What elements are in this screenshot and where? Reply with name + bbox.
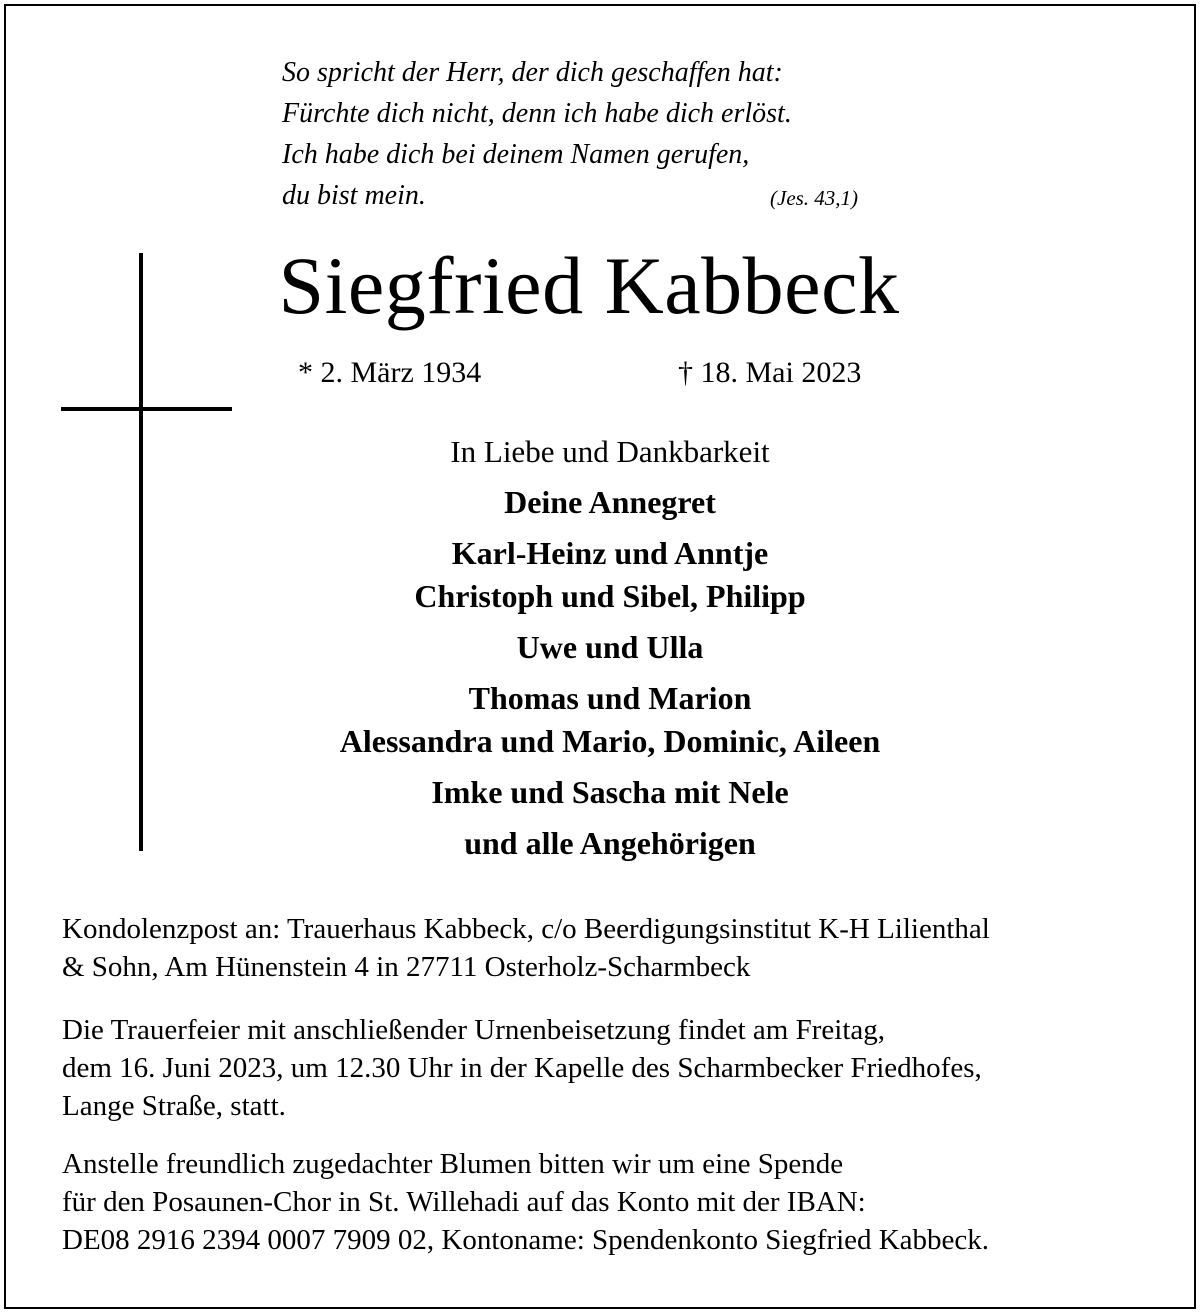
mourners-list (310, 432, 910, 865)
death-date: † 18. Mai 2023 (678, 356, 862, 389)
ceremony-details (62, 1011, 1142, 1125)
donation-line: Anstelle freundlich zugedachter Blumen bitten wir um eine Spende (62, 1148, 844, 1180)
mourner-line: Karl-Heinz und Anntje (451, 535, 769, 571)
mourner-group (310, 481, 910, 524)
mourner-line: Deine Annegret (504, 484, 716, 520)
verse-line: So spricht der Herr, der dich geschaffen hat: (282, 57, 783, 88)
mourner-group (310, 771, 910, 814)
mourner-group (310, 626, 910, 669)
ceremony-line: Lange Straße, statt. (62, 1090, 286, 1122)
birth-date: * 2. März 1934 (298, 356, 482, 389)
deceased-name (0, 236, 1188, 336)
ceremony-line: dem 16. Juni 2023, um 12.30 Uhr in der Kapelle des Scharmbecker Friedhofes, (62, 1052, 982, 1084)
verse-line: Ich habe dich bei deinem Namen gerufen, (282, 139, 750, 170)
mourner-line: Uwe und Ulla (516, 629, 704, 665)
condolence-address (62, 910, 1142, 986)
mourner-group (310, 822, 910, 865)
cross-icon-vertical-bar (139, 253, 143, 851)
mourner-line: Imke und Sascha mit Nele (431, 774, 789, 810)
mourner-line: Christoph und Sibel, Philipp (414, 578, 806, 614)
mourner-group (310, 532, 910, 618)
mourner-line: und alle Angehörigen (464, 825, 756, 861)
verse-line: Fürchte dich nicht, denn ich habe dich erlöst. (282, 98, 792, 129)
mourner-line: Alessandra und Mario, Dominic, Aileen (339, 723, 881, 759)
mourner-group (310, 677, 910, 763)
verse-reference: (Jes. 43,1) (770, 186, 859, 210)
condolence-line: & Sohn, Am Hünenstein 4 in 27711 Osterholz-Scharmbeck (62, 951, 751, 983)
donation-line: DE08 2916 2394 0007 7909 02, Kontoname: Spendenkonto Siegfried Kabbeck. (62, 1224, 990, 1256)
deceased-name-text: Siegfried Kabbeck (278, 240, 900, 331)
ceremony-line: Die Trauerfeier mit anschließender Urnenbeisetzung findet am Freitag, (62, 1014, 886, 1046)
cross-icon-horizontal-bar (61, 407, 232, 411)
donation-details (62, 1145, 1142, 1259)
mourners-intro: In Liebe und Dankbarkeit (450, 434, 770, 469)
donation-line: für den Posaunen-Chor in St. Willehadi auf das Konto mit der IBAN: (62, 1186, 866, 1218)
mourner-line: Thomas und Marion (468, 680, 752, 716)
verse-line: du bist mein. (282, 180, 426, 211)
condolence-line: Kondolenzpost an: Trauerhaus Kabbeck, c/o Beerdigungsinstitut K-H Lilienthal (62, 913, 990, 945)
